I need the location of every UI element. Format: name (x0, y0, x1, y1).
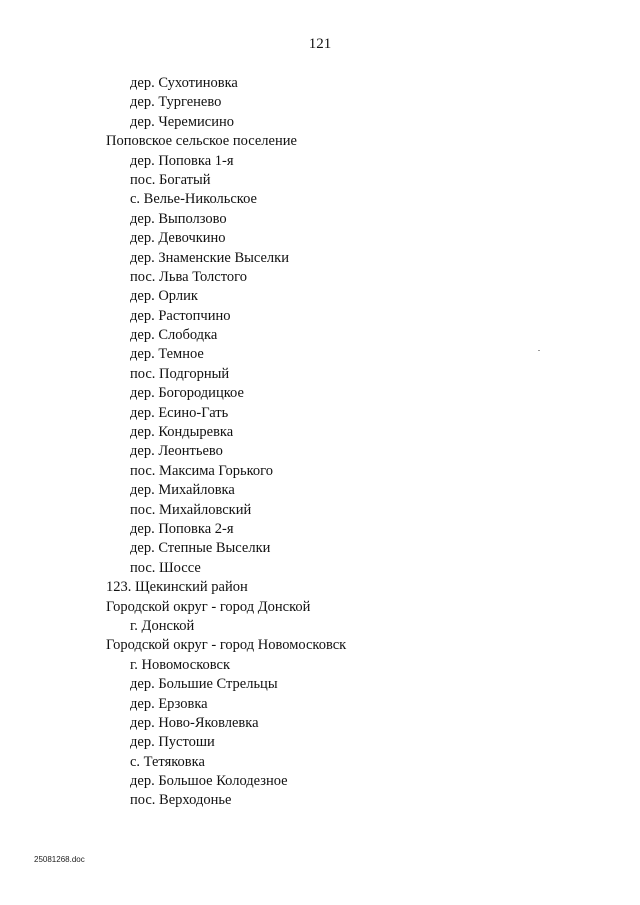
list-item: г. Новомосковск (130, 656, 231, 673)
footer-filename: 25081268.doc (34, 855, 85, 864)
list-item: дер. Михайловка (130, 482, 235, 499)
list-item: дер. Ново-Яковлевка (130, 714, 259, 731)
list-item: дер. Леонтьево (130, 443, 223, 460)
list-item: дер. Большие Стрельцы (130, 676, 278, 693)
list-item: дер. Орлик (130, 288, 198, 305)
list-item: пос. Михайловский (130, 501, 252, 518)
section-heading: Городской округ - город Новомосковск (106, 637, 347, 654)
list-item: пос. Верходонье (130, 792, 232, 809)
list-item: дер. Поповка 2-я (130, 520, 234, 537)
list-item: с. Тетяковка (130, 753, 205, 770)
list-item: дер. Черемисино (130, 113, 234, 130)
list-item: пос. Подгорный (130, 365, 230, 382)
list-item: дер. Есино-Гать (130, 404, 229, 421)
list-item: дер. Сухотиновка (130, 75, 238, 91)
section-heading: 123. Щекинский район (106, 579, 248, 596)
list-item: пос. Шоссе (130, 559, 201, 576)
list-item: пос. Льва Толстого (130, 268, 247, 285)
list-item: дер. Пустоши (130, 734, 215, 751)
list-item: г. Донской (130, 617, 195, 634)
list-item: пос. Богатый (130, 171, 211, 188)
list-item: дер. Ерзовка (130, 695, 208, 712)
section-heading: Городской округ - город Донской (106, 598, 311, 615)
list-item: дер. Выползово (130, 210, 227, 227)
list-item: дер. Богородицкое (130, 385, 244, 402)
list-item: дер. Слободка (130, 327, 218, 344)
scan-speck (538, 350, 540, 351)
list-item: дер. Темное (130, 346, 204, 363)
list-item: дер. Знаменские Выселки (130, 249, 289, 266)
list-item: пос. Максима Горького (130, 462, 274, 479)
settlement-list (0, 74, 640, 811)
section-heading: Поповское сельское поселение (106, 133, 297, 150)
list-item: дер. Девочкино (130, 230, 226, 247)
list-item: дер. Поповка 1-я (130, 152, 234, 169)
list-item: дер. Кондыревка (130, 424, 234, 441)
list-item: дер. Большое Колодезное (130, 773, 288, 790)
list-item: с. Велье-Никольское (130, 191, 257, 208)
list-item: дер. Степные Выселки (130, 540, 271, 557)
list-item: дер. Тургенево (130, 94, 222, 111)
page-number: 121 (308, 36, 332, 52)
list-item: дер. Растопчино (130, 307, 231, 324)
